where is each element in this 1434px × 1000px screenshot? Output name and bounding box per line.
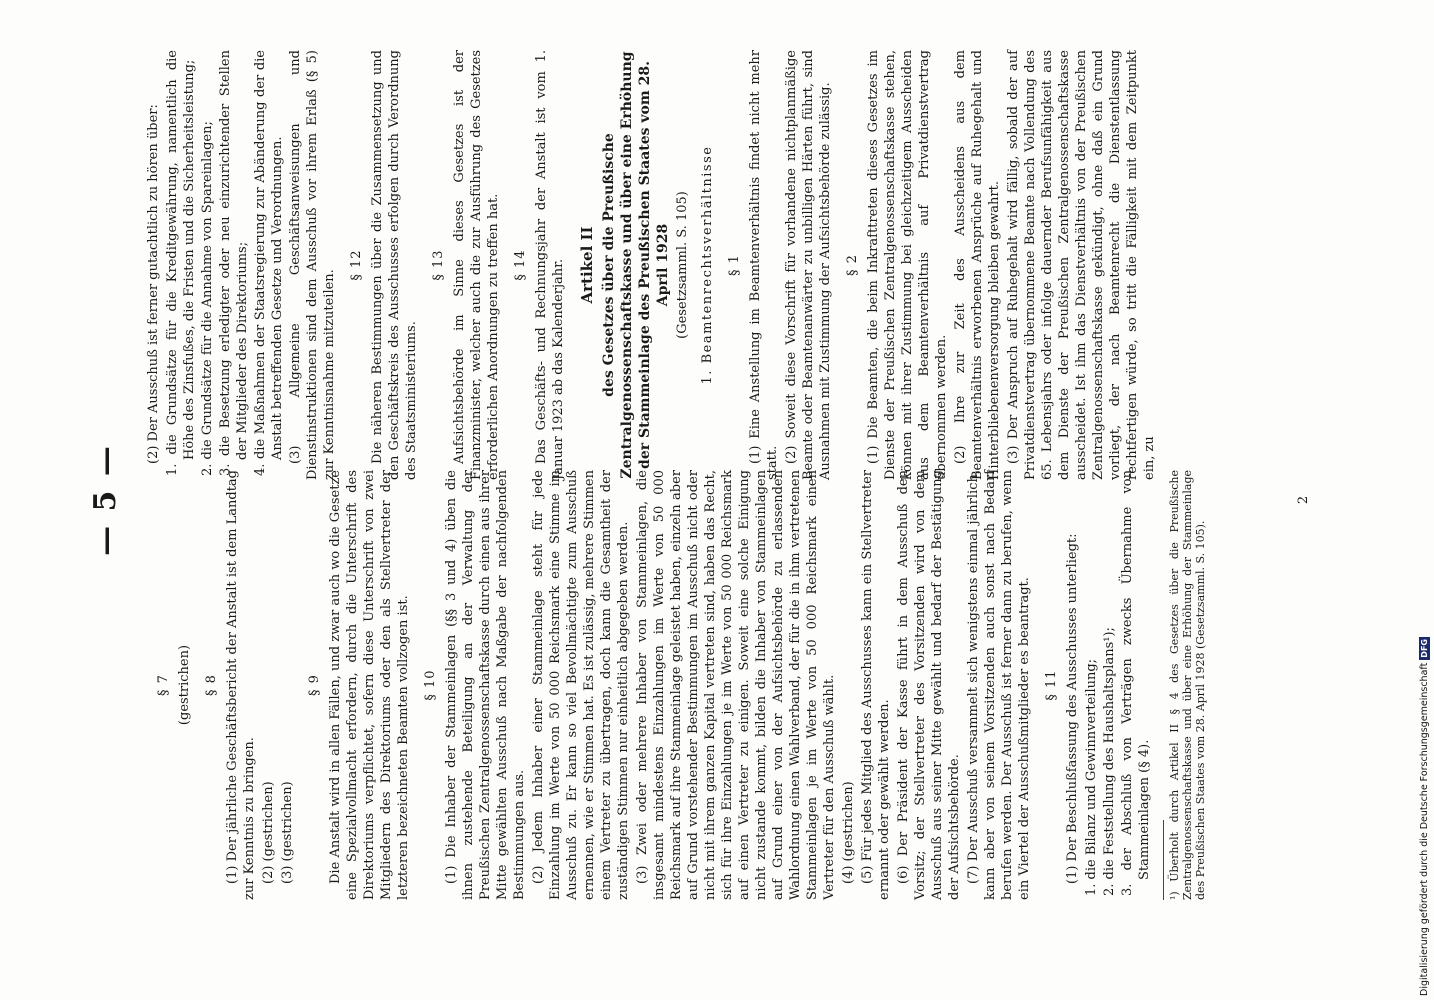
dfg-logo: DFG bbox=[1420, 639, 1429, 658]
section-heading: § 13 bbox=[431, 249, 446, 281]
list-item: 2. die Feststellung des Haushaltsplans¹); bbox=[1102, 627, 1117, 896]
article-title: des Gesetzes über die Preußische Zentralgenossenschaftskasse und über eine Erhöhung der Stammeinlage des Preußischen Staates vom 28. April 1928 bbox=[601, 51, 671, 479]
paragraph: (2) (gestrichen) bbox=[261, 781, 276, 884]
paragraph: (1) Die Beamten, die beim Inkrafttreten dieses Gesetzes im Dienste der Preußischen Zentralgenossenschaftskasse stehen, können mit ihrer Zustimmung bei gleichzeitigem Ausscheiden aus dem Beamtenverhältnis auf Privatdienstvertrag übernommen werden. bbox=[866, 50, 949, 480]
paragraph: (3) Der Anspruch auf Ruhegehalt wird fällig, sobald der auf Privatdienstvertrag übernommene Beamte nach Vollendung des 65. Lebensjahrs oder infolge dauernder Berufsunfähigkeit aus dem Dienste der Preußischen Zentralgenossenschaftskasse ausscheidet. Ist ihm das Dienstverhältnis von der Preußischen Zentralgenossenschaftskasse gekündigt, ohne daß ein Grund vorliegt, der nach Beamtenrecht die Dienstentlassung rechtfertigen würde, so tritt die Fälligkeit mit dem Zeitpunkt ein, zu bbox=[1006, 50, 1157, 480]
list-item: 4. die Maßnahmen der Staatsregierung zur Abänderung der die Anstalt betreffenden Gesetze und Verordnungen. bbox=[253, 50, 285, 476]
paragraph: (7) Der Ausschuß versammelt sich wenigstens einmal jährlich, kann aber von seinem Vorsitzenden auch sonst nach Bedarf berufen werden. Der Ausschuß ist ferner dann zu berufen, wenn ein Viertel der Ausschußmitglieder es beantragt. bbox=[966, 470, 1032, 900]
paragraph: Das Geschäfts- und Rechnungsjahr der Anstalt ist vom 1. Januar 1923 ab das Kalenderjahr. bbox=[534, 50, 566, 480]
subsection-heading: 1. Beamtenrechtsverhältnisse bbox=[700, 145, 715, 385]
section-heading: § 12 bbox=[349, 249, 364, 281]
paragraph: (2) Der Ausschuß ist ferner gutachtlich zu hören über: bbox=[146, 104, 161, 464]
paragraph: (2) Soweit diese Vorschrift für vorhandene nichtplanmäßige Beamte oder Beamtenanwärter zu unbilligen Härten führt, sind Ausnahmen mit Zustimmung der Aufsichtsbehörde zulässig. bbox=[784, 50, 833, 480]
paragraph: (1) Der jährliche Geschäftsbericht der Anstalt ist dem Landtag zur Kenntnis zu bringen. bbox=[225, 470, 257, 900]
list-item: 3. der Abschluß von Verträgen zwecks Übernahme von Stammeinlagen (§ 4). bbox=[1120, 470, 1152, 896]
section-heading: § 2 bbox=[845, 254, 860, 276]
section-heading: § 9 bbox=[307, 674, 322, 696]
paragraph: (1) Eine Anstellung im Beamtenverhältnis findet nicht mehr statt. bbox=[748, 50, 780, 480]
section-heading: § 11 bbox=[1044, 669, 1059, 701]
section-heading: § 10 bbox=[423, 669, 438, 701]
section-heading: § 8 bbox=[204, 674, 219, 696]
paragraph: Die Anstalt wird in allen Fällen, und zwar auch wo die Gesetze eine Spezialvollmacht erfordern, durch die Unterschrift des Direktoriums verpflichtet, sofern diese Unterschrift von zwei Mitgliedern des Direktoriums oder den als Stellvertreter der letzteren bezeichneten Beamten vollzogen ist. bbox=[328, 470, 411, 900]
paragraph: (2) Jedem Inhaber einer Stammeinlage steht für jede Einzahlung im Werte von 50 000 Reichsmark eine Stimme im Ausschuß zu. Er kann so viel Bevollmächtigte zum Ausschuß ernennen, wie er Stimmen hat. Es ist zulässig, mehrere Stimmen einem Vertreter zu übertragen, doch kann die Gesamtheit der zuständigen Stimmen nur einheitlich abgegeben werden. bbox=[531, 470, 631, 900]
list-item: 2. die Grundsätze für die Annahme von Spareinlagen; bbox=[200, 121, 215, 476]
paragraph: (3) (gestrichen) bbox=[280, 781, 295, 884]
footnote-divider bbox=[1163, 820, 1164, 900]
article-citation: (Gesetzsamml. S. 105) bbox=[675, 191, 690, 339]
section-heading: § 1 bbox=[727, 254, 742, 276]
left-column bbox=[145, 470, 1207, 900]
paragraph: Aufsichtsbehörde im Sinne dieses Gesetzes ist der Finanzminister, welcher auch die zur Ausführung des Gesetzes erforderlichen Anordnungen zu treffen hat. bbox=[452, 50, 501, 480]
paragraph: (1) Der Beschlußfassung des Ausschusses unterliegt: bbox=[1065, 533, 1080, 884]
paragraph: (3) Zwei oder mehrere Inhaber von Stammeinlagen, die insgesamt mindestens Einzahlungen im Werte von 50 000 Reichsmark auf ihre Stammeinlage geleistet haben, einzeln aber auf Grund vorstehender Bestimmungen im Ausschuß nicht oder nicht mit ihrem ganzen Kapital vertreten sind, haben das Recht, sich für ihre Einzahlungen je im Werte von 50 000 Reichsmark auf einen Vertreter zu einigen. Soweit eine solche Einigung nicht zustande kommt, bilden die Inhaber von Stammeinlagen auf Grund einer von der Aufsichtsbehörde zu erlassenden Wahlordnung einen Wahlverband, der für die in ihm vertretenen Stammeinlagen je im Werte von 50 000 Reichsmark einen Vertreter für den Ausschuß wählt. bbox=[635, 470, 837, 900]
paragraph: (6) Der Präsident der Kasse führt in dem Ausschuß den Vorsitz; der Stellvertreter des Vorsitzenden wird von dem Ausschuß aus seiner Mitte gewählt und bedarf der Bestätigung der Aufsichtsbehörde. bbox=[896, 470, 962, 900]
list-item: 1. die Bilanz und Gewinnverteilung; bbox=[1084, 658, 1099, 896]
list-item: 3. die Besetzung erledigter oder neu einzurichtender Stellen der Mitglieder des Direktoriums; bbox=[218, 50, 250, 476]
paragraph: (5) Für jedes Mitglied des Ausschusses kann ein Stellvertreter ernannt oder gewählt werden. bbox=[860, 470, 892, 900]
section-heading: § 7 bbox=[156, 674, 171, 696]
paragraph: (4) (gestrichen) bbox=[841, 781, 856, 884]
right-column bbox=[145, 50, 1160, 480]
list-item: 1. die Grundsätze für die Kreditgewährung, namentlich die Höhe des Zinsfußes, die Fristen und die Sicherheitsleistung; bbox=[165, 50, 197, 476]
footnote: ¹) Überholt durch Artikel II § 4 des Gesetzes über die Preußische Zentralgenossenschaftskasse und über eine Erhöhung der Stammeinlage des Preußischen Staates vom 28. April 1928 (Gesetzsamml. S. 105). bbox=[1168, 470, 1207, 900]
paragraph: (gestrichen) bbox=[177, 644, 192, 726]
paragraph: (1) Die Inhaber der Stammeinlagen (§§ 3 und 4) üben die ihnen zustehende Beteiligung an der Verwaltung der Preußischen Zentralgenossenschaftskasse durch einen aus ihrer Mitte gewählten Ausschuß nach Maßgabe der nachfolgenden Bestimmungen aus. bbox=[444, 470, 527, 900]
footer-page-number: 2 bbox=[1296, 495, 1311, 505]
paragraph: (3) Allgemeine Geschäftsanweisungen und Dienstinstruktionen sind dem Ausschuß vor ihrem Erlaß (§ 5) zur Kenntnisnahme mitzuteilen. bbox=[288, 50, 337, 480]
running-page-number: — 5 — bbox=[88, 444, 123, 556]
credit-text: Digitalisierung gefördert durch die Deutsche Forschungsgemeinschaft bbox=[1419, 662, 1430, 996]
paragraph: (2) Ihre zur Zeit des Ausscheidens aus dem Beamtenverhältnis erworbenen Ansprüche auf Ruhegehalt und Hinterbliebenenversorgung bleiben gewahrt. bbox=[953, 50, 1002, 480]
article-heading: Artikel II bbox=[578, 226, 596, 304]
section-heading: § 14 bbox=[513, 249, 528, 281]
paragraph: Die näheren Bestimmungen über die Zusammensetzung und den Geschäftskreis des Ausschusses erfolgen durch Verordnung des Staatsministeriums. bbox=[370, 50, 419, 480]
digitization-credit bbox=[1418, 596, 1432, 996]
